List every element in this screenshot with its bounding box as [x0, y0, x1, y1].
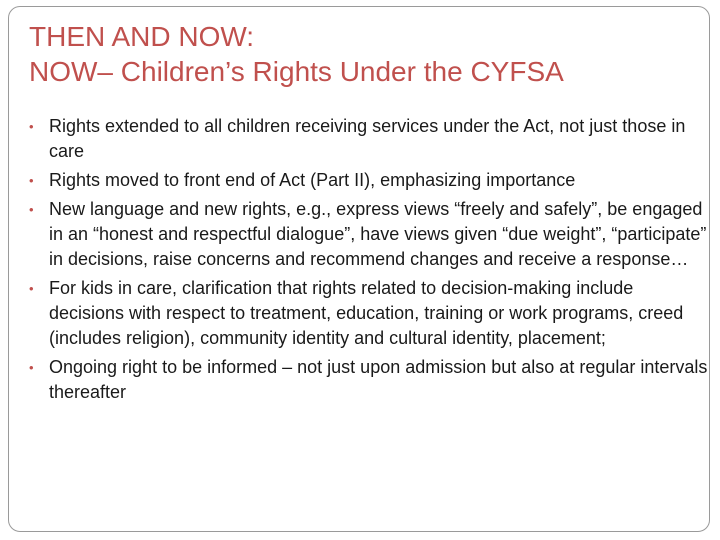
bullet-text: Ongoing right to be informed – not just upon admission but also at regular intervals thereafter [49, 357, 708, 402]
title-line-2: NOW– Children’s Rights Under the CYFSA [29, 56, 564, 87]
bullet-list [29, 114, 709, 409]
slide-title [29, 19, 564, 89]
bullet-item [29, 114, 709, 164]
bullet-text: Rights moved to front end of Act (Part II), emphasizing importance [49, 170, 576, 190]
bullet-text: For kids in care, clarification that rights related to decision-making include decisions with respect to treatment, education, training or work programs, creed (includes religion), community identity and cultural identity, placement; [49, 278, 684, 348]
bullet-item [29, 276, 709, 351]
bullet-marker-icon: • [29, 202, 34, 217]
bullet-item [29, 168, 709, 193]
bullet-text: New language and new rights, e.g., express views “freely and safely”, be engaged in an “honest and respectful dialogue”, have views given “due weight”, “participate” in decisions, raise concerns and recommend changes and receive a response… [49, 199, 707, 269]
bullet-marker-icon: • [29, 119, 34, 134]
slide-frame [8, 6, 710, 532]
bullet-marker-icon: • [29, 173, 34, 188]
bullet-marker-icon: • [29, 281, 34, 296]
bullet-item [29, 197, 709, 272]
title-line-1: THEN AND NOW: [29, 21, 255, 52]
bullet-marker-icon: • [29, 360, 34, 375]
bullet-text: Rights extended to all children receiving services under the Act, not just those in care [49, 116, 686, 161]
bullet-item [29, 355, 709, 405]
